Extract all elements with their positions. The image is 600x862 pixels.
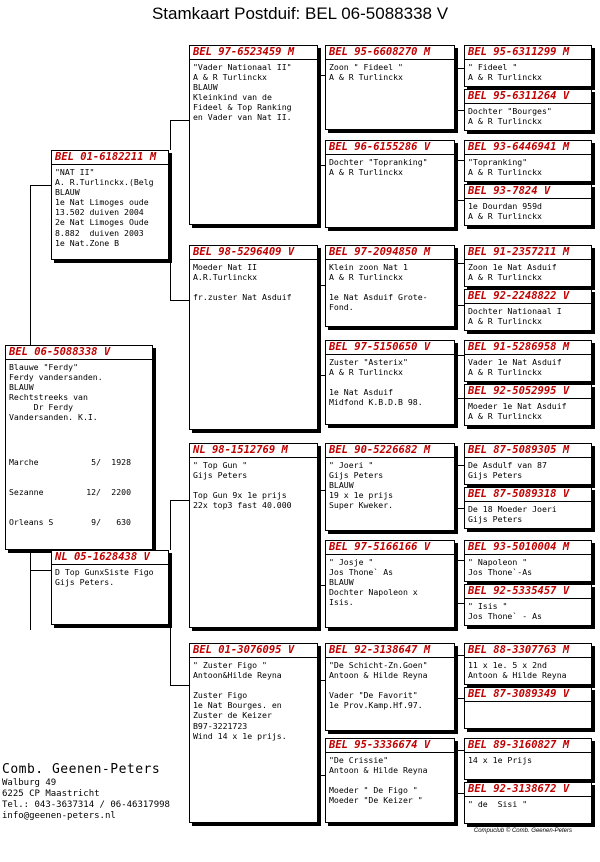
ancestor-card[interactable] (464, 738, 592, 780)
pedigree-line: A & R Turlinckx (468, 411, 542, 422)
connector-line (455, 560, 464, 561)
connector-line (318, 75, 325, 76)
pedigree-line: " Isis " (468, 601, 508, 611)
pedigree-line (329, 680, 452, 690)
pedigree-line: A & R Turlinckx (329, 367, 403, 378)
pedigree-line: Fideel & Top Ranking (193, 102, 292, 113)
pedigree-line (329, 282, 452, 292)
ancestor-card[interactable] (464, 340, 592, 382)
pedigree-line (193, 282, 315, 292)
ancestor-card[interactable] (325, 443, 455, 531)
connector-line (170, 120, 171, 150)
connector-line (170, 500, 189, 501)
connector-line (170, 120, 189, 121)
pedigree-line: BLAUW (193, 82, 218, 93)
connector-line (455, 68, 464, 69)
pedigree-line: " Josje " (329, 557, 374, 567)
pedigree-line: De 18 Moeder Joeri (468, 504, 557, 514)
race-result-row (9, 517, 150, 527)
ring-number: BEL 92-2248822 V (465, 290, 591, 304)
subject-line: Dr Ferdy (9, 402, 74, 413)
pedigree-line: Gijs Peters (468, 514, 523, 525)
race-place: 9/ (91, 517, 101, 528)
connector-line (455, 750, 464, 751)
pedigree-line: BLAUW (329, 480, 354, 491)
maternal-grandfather-card[interactable] (189, 443, 318, 628)
pedigree-line: "Vader Nationaal II" (193, 62, 292, 72)
breeder-contact (2, 762, 170, 822)
breeder-email[interactable]: info@geenen-peters.nl (2, 811, 116, 821)
pedigree-line (193, 680, 315, 690)
pedigree-line: A & R Turlinckx (329, 272, 403, 283)
pedigree-line: Jos Thone` As (329, 567, 394, 578)
father-line: BLAUW (55, 187, 80, 198)
ancestor-card[interactable] (325, 45, 455, 130)
pedigree-line (193, 480, 315, 490)
pedigree-line: "Topranking" (468, 157, 528, 167)
pedigree-line: " Fideel " (468, 62, 518, 72)
ancestor-card[interactable] (464, 384, 592, 426)
pedigree-line: Antoon & Hilde Reyna (329, 670, 428, 681)
pedigree-line: Zoon " Fideel " (329, 62, 403, 72)
race-total: 1928 (111, 456, 131, 467)
pedigree-line: Zuster "Asterix" (329, 357, 408, 367)
race-name: Marche (9, 456, 39, 467)
pedigree-line: BLAUW (329, 577, 354, 588)
race-name: Orleans S (9, 517, 54, 528)
pedigree-line: De Asdulf van 87 (468, 460, 547, 470)
ring-number: BEL 87-3089349 V (465, 688, 591, 702)
race-total: 630 (116, 517, 131, 528)
connector-line (455, 263, 464, 264)
software-credit: Compuclub © Comb. Geenen-Peters (473, 828, 572, 834)
pedigree-line: Moeder 1e Nat Asduif (468, 401, 567, 411)
ring-number: BEL 95-6608270 M (326, 46, 454, 60)
pedigree-line: A & R Turlinckx (468, 116, 542, 127)
connector-line (455, 655, 464, 656)
pedigree-line: Jos Thone` - As (468, 611, 542, 622)
connector-line (170, 300, 189, 301)
connector-line (455, 398, 464, 399)
subject-line: Blauwe "Ferdy" (9, 362, 79, 372)
ancestor-card[interactable] (464, 687, 592, 729)
connector-line (30, 185, 51, 186)
pedigree-line: 1e Dourdan 959d (468, 201, 542, 211)
ancestor-card[interactable] (325, 140, 455, 228)
pedigree-line: Zoon 1e Nat Asduif (468, 262, 557, 272)
pedigree-line: " Joeri " (329, 460, 374, 470)
race-total: 2200 (111, 487, 131, 498)
connector-line (455, 508, 464, 509)
ring-number: BEL 95-6311299 M (465, 46, 591, 60)
pedigree-line: Kleinkind van de (193, 92, 272, 103)
pedigree-line: Gijs Peters (468, 470, 523, 481)
ring-number: BEL 87-5089318 V (465, 488, 591, 502)
ancestor-card[interactable] (464, 140, 592, 182)
breeder-phone: Tel.: 043-3637314 / 06-46317998 (2, 800, 170, 810)
paternal-grandmother-card[interactable] (189, 245, 318, 430)
breeder-city: 6225 CP Maastricht (2, 789, 100, 799)
pedigree-line: A & R Turlinckx (468, 316, 542, 327)
father-card[interactable] (51, 150, 169, 260)
pedigree-line: A & R Turlinckx (468, 367, 542, 378)
ancestor-card[interactable] (464, 289, 592, 331)
subject-ring-number: BEL 06-5088338 V (6, 346, 152, 360)
pedigree-line: 14 x 1e Prijs (468, 755, 533, 765)
pedigree-line (329, 775, 452, 785)
pedigree-line: Midfond K.B.D.B 98. (329, 397, 423, 408)
pedigree-line: Antoon & Hilde Reyna (329, 765, 428, 776)
page-title: Stamkaart Postduif: BEL 06-5088338 V (151, 4, 449, 23)
race-results (9, 437, 150, 550)
pedigree-line: A & R Turlinckx (468, 211, 542, 222)
ancestor-card[interactable] (464, 540, 592, 582)
race-place: 5/ (91, 456, 101, 467)
ring-number: BEL 95-3336674 V (326, 739, 454, 753)
ancestor-card[interactable] (464, 245, 592, 287)
ring-number: BEL 93-7824 V (465, 185, 591, 199)
father-line: 8.882 duiven 2003 (55, 227, 144, 238)
connector-line (170, 625, 171, 685)
pedigree-line: Moeder Nat II (193, 262, 258, 272)
pedigree-line: Dochter "Topranking" (329, 157, 428, 167)
pedigree-line: Top Gun 9x 1e prijs (193, 490, 287, 501)
connector-line (318, 490, 325, 491)
ring-number: BEL 97-5166166 V (326, 541, 454, 555)
connector-line (30, 185, 31, 345)
connector-line (30, 570, 51, 571)
ancestor-card[interactable] (464, 45, 592, 87)
connector-line (455, 465, 464, 466)
pedigree-line: 1e Nat Bourges. en (193, 700, 282, 711)
pedigree-line: 22x top3 fast 40.000 (193, 500, 292, 511)
breeder-street: Walburg 49 (2, 778, 57, 788)
connector-line (318, 375, 325, 376)
pedigree-line: "De Crissie" (329, 755, 389, 765)
ring-number: BEL 87-5089305 M (465, 444, 591, 458)
ancestor-card[interactable] (464, 89, 592, 131)
ring-number: BEL 90-5226682 M (326, 444, 454, 458)
pedigree-line: Dochter "Bourges" (468, 106, 552, 116)
father-line: 1e Nat.Zone B (55, 237, 120, 248)
pedigree-line: A.R.Turlinckx (193, 272, 258, 283)
ancestor-card[interactable] (464, 487, 592, 529)
pedigree-line: " Napoleon " (468, 557, 528, 567)
pedigree-line: fr.zuster Nat Asduif (193, 292, 292, 303)
connector-line (170, 260, 171, 300)
ancestor-card[interactable] (464, 643, 592, 685)
pedigree-line: Dochter Nationaal I (468, 306, 562, 316)
connector-line (455, 110, 464, 111)
pedigree-line: Gijs Peters (193, 470, 248, 481)
ring-number: BEL 89-3160827 M (465, 739, 591, 753)
pedigree-line: Vader 1e Nat Asduif (468, 357, 562, 367)
ring-number: NL 98-1512769 M (190, 444, 317, 458)
ring-number: BEL 92-5052995 V (465, 385, 591, 399)
connector-line (170, 500, 171, 550)
pedigree-line: Wind 14 x 1e prijs. (193, 730, 287, 741)
pedigree-line: en Vader van Nat II. (193, 112, 292, 123)
pedigree-line: 1e Prov.Kamp.Hf.97. (329, 700, 423, 711)
connector-line (455, 698, 464, 699)
connector-line (318, 165, 325, 166)
pedigree-line: A & R Turlinckx (193, 72, 267, 83)
pedigree-line: 11 x 1e. 5 x 2nd (468, 660, 547, 670)
ring-number: BEL 88-3307763 M (465, 644, 591, 658)
ring-number: BEL 96-6155286 V (326, 141, 454, 155)
ring-number: BEL 92-3138672 V (465, 783, 591, 797)
pedigree-line: A & R Turlinckx (329, 167, 403, 178)
pedigree-line: 1e Nat Asduif Grote- (329, 292, 428, 303)
pedigree-line: A & R Turlinckx (468, 72, 542, 83)
connector-line (170, 685, 189, 686)
pedigree-line: Isis. (329, 597, 354, 608)
connector-line (318, 285, 325, 286)
father-line: A. R.Turlinckx.(Belg (55, 177, 154, 188)
pedigree-line: " de Sisi " (468, 799, 528, 809)
ancestor-card[interactable] (325, 245, 455, 327)
race-result-row (9, 487, 150, 497)
pedigree-line: " Zuster Figo " (193, 660, 267, 670)
pedigree-line: A & R Turlinckx (329, 72, 403, 83)
pedigree-line: Klein zoon Nat 1 (329, 262, 408, 272)
father-line: 1e Nat Limoges oude (55, 197, 149, 208)
pedigree-line: 19 x 1e prijs (329, 490, 394, 501)
ring-number: BEL 98-5296409 V (190, 246, 317, 260)
ring-number: BEL 91-2357211 M (465, 246, 591, 260)
pedigree-line: Super Kweker. (329, 500, 394, 511)
ring-number: BEL 93-5010004 M (465, 541, 591, 555)
pedigree-line: Antoon & Hilde Reyna (468, 670, 567, 681)
subject-line: Ferdy vandersanden. (9, 372, 103, 383)
ancestor-card[interactable] (325, 738, 455, 823)
ring-number: BEL 97-6523459 M (190, 46, 317, 60)
ancestor-card[interactable] (464, 584, 592, 626)
ring-number: BEL 93-6446941 M (465, 141, 591, 155)
ring-number: BEL 91-5286958 M (465, 341, 591, 355)
pedigree-line: Gijs Peters (329, 470, 384, 481)
ancestor-card[interactable] (464, 782, 592, 824)
mother-line: D Top GunxSiste Figo (55, 567, 154, 577)
pedigree-line: " Top Gun " (193, 460, 248, 470)
father-line: 2e Nat Limoges Oude (55, 217, 149, 228)
pedigree-line: A & R Turlinckx (468, 167, 542, 178)
pedigree-line: Moeder "De Keizer " (329, 795, 423, 806)
ancestor-card[interactable] (325, 540, 455, 628)
father-line: "NAT II" (55, 167, 95, 177)
ring-number: BEL 95-6311264 V (465, 90, 591, 104)
connector-line (455, 355, 464, 356)
ancestor-card[interactable] (464, 184, 592, 226)
ancestor-card[interactable] (325, 643, 455, 731)
pedigree-line: "De Schicht-Zn.Goen" (329, 660, 428, 670)
ring-number: BEL 01-3076095 V (190, 644, 317, 658)
subject-line: Vandersanden. K.I. (9, 412, 98, 423)
pedigree-line: Moeder " De Figo " (329, 785, 418, 796)
subject-line: Rechtstreeks van (9, 392, 88, 403)
mother-line: Gijs Peters. (55, 577, 115, 588)
race-place: 12/ (86, 487, 101, 498)
ancestor-card[interactable] (325, 340, 455, 425)
pedigree-line: 1e Nat Asduif (329, 387, 394, 398)
pedigree-line: A & R Turlinckx (468, 272, 542, 283)
connector-line (455, 603, 464, 604)
connector-line (455, 793, 464, 794)
connector-line (455, 160, 464, 161)
paternal-grandfather-card[interactable] (189, 45, 318, 225)
pedigree-line: Jos Thone`-As (468, 567, 533, 578)
connector-line (455, 200, 464, 201)
pedigree-line: Antoon&Hilde Reyna (193, 670, 282, 681)
ring-number: BEL 92-3138647 M (326, 644, 454, 658)
pedigree-line: Dochter Napoleon x (329, 587, 418, 598)
ring-number: BEL 92-5335457 V (465, 585, 591, 599)
connector-line (455, 305, 464, 306)
ancestor-card[interactable] (464, 443, 592, 485)
father-line: 13.502 duiven 2004 (55, 207, 144, 218)
ring-number: BEL 97-5150650 V (326, 341, 454, 355)
mother-ring-number: NL 05-1628438 V (52, 551, 168, 565)
race-name: Sezanne (9, 487, 44, 498)
ring-number: BEL 97-2094850 M (326, 246, 454, 260)
pedigree-line (329, 377, 452, 387)
subject-line: BLAUW (9, 382, 34, 393)
pedigree-line: Fond. (329, 302, 354, 313)
mother-card[interactable] (51, 550, 169, 625)
breeder-name: Comb. Geenen-Peters (2, 762, 161, 777)
connector-line (318, 775, 325, 776)
pedigree-line: Vader "De Favorit" (329, 690, 418, 701)
connector-line (318, 680, 325, 681)
maternal-grandmother-card[interactable] (189, 643, 318, 823)
pedigree-line: B97-3221723 (193, 720, 248, 731)
father-ring-number: BEL 01-6182211 M (52, 151, 168, 165)
pedigree-line: Zuster Figo (193, 690, 248, 701)
connector-line (30, 550, 31, 630)
subject-card[interactable] (5, 345, 153, 550)
connector-line (318, 585, 325, 586)
race-result-row (9, 457, 150, 467)
pedigree-line: Zuster de Keizer (193, 710, 272, 721)
